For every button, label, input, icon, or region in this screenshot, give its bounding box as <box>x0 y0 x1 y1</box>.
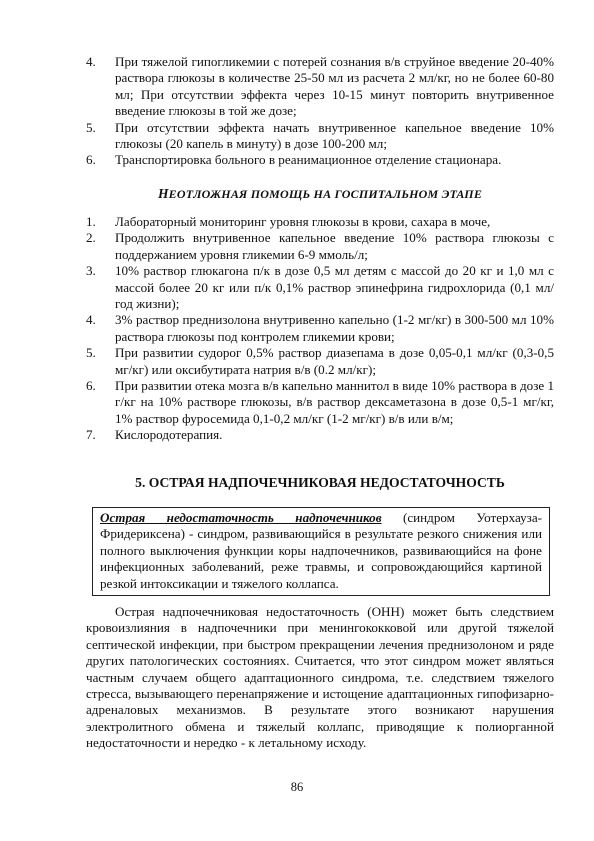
item-text: Транспортировка больного в реанимационное отделение стационара. <box>115 152 502 168</box>
item-number: 6. <box>86 378 96 394</box>
list-item <box>86 54 554 120</box>
item-text: При развитии отека мозга в/в капельно маннитол в виде 10% раствора в дозе 1 г/кг на 10% растворе глюкозы, в/в раствор дексаметазона в дозе 0,5-1 мг/кг, 1% раствор фуросемида 0,1-0,2 мл/кг (1-2 мг/кг) в/в или в/м; <box>115 378 554 426</box>
list-item <box>86 345 554 378</box>
item-number: 5. <box>86 119 96 135</box>
list-item <box>86 152 554 168</box>
page-number: 86 <box>290 780 304 794</box>
item-text: Лабораторный мониторинг уровня глюкозы в крови, сахара в моче, <box>115 214 491 229</box>
item-number: 6. <box>86 152 96 168</box>
item-text: Продолжить внутривенное капельное введение 10% раствора глюкозы с поддержанием уровня гликемии 6-9 ммоль/л; <box>115 230 554 262</box>
list-item <box>86 378 554 427</box>
item-text: Кислородотерапия. <box>115 427 223 443</box>
item-text: 3% раствор преднизолона внутривенно капельно (1-2 мг/кг) в 300-500 мл 10% раствора глюкозы под контролем гликемии крови; <box>115 312 554 344</box>
item-number: 4. <box>86 54 96 69</box>
list-item <box>86 230 554 263</box>
list-item <box>86 312 554 345</box>
item-number: 3. <box>86 263 96 279</box>
section-heading-rest: ЕОТЛОЖНАЯ ПОМОЩЬ НА ГОСПИТАЛЬНОМ ЭТАПЕ <box>168 187 483 201</box>
item-text: При отсутствии эффекта начать внутривенное капельное введение 10% глюкозы (20 капель в минуту) в дозе 100-200 мл; <box>115 119 554 152</box>
item-number: 4. <box>86 312 96 328</box>
emergency-steps-list <box>86 54 554 169</box>
section-heading-initial: Н <box>157 186 169 201</box>
item-text: При тяжелой гипогликемии с потерей сознания в/в струйное введение 20-40% раствора глюкозы в количестве 25-50 мл из расчета 2 мл/кг, но не более 60-80 мл; При отсутствии эффекта через 10-15 минут повторить внутривенное введение глюкозы в той же дозе; <box>115 54 554 119</box>
section-heading <box>86 186 554 202</box>
list-item <box>86 427 554 443</box>
item-number: 5. <box>86 345 96 361</box>
item-number: 7. <box>86 427 96 443</box>
body-paragraph: Острая надпочечниковая недостаточность (ОНН) может быть следствием кровоизлияния в надпочечники при менингококковой или другой тяжелой септической инфекции, при быстром прекращении лечения преднизолоном и ряде других патологических состояниях. Считается, что этот синдром может являться частным случаем общего адаптационного синдрома, т.е. следствием тяжелого стресса, вызывающего перенапряжение и истощение адаптационных гипофизарно-адреналовых механизмов. В результате этого возникают нарушения электролитного обмена и тяжелый коллапс, приводящие к полиорганной недостаточности и нередко - к летальному исходу. <box>86 604 554 751</box>
item-number: 2. <box>86 230 96 246</box>
list-item <box>86 214 554 230</box>
definition-box <box>92 507 550 596</box>
hospital-steps-list <box>86 214 554 444</box>
item-text: 10% раствор глюкагона п/к в дозе 0,5 мл детям с массой до 20 кг и 1,0 мл с массой более 20 кг или п/к 0,1% раствор эпинефрина гидрохлорида (0,1 мл/год жизни); <box>115 263 554 312</box>
definition-term: Острая недостаточность надпочечников <box>100 510 382 525</box>
list-item <box>86 120 554 153</box>
definition-body: (синдром Уотерхауза-Фридериксена) - синдром, развивающийся в результате резкого снижения или полного выключения функции коры надпочечников, развивающийся на фоне инфекционных заболеваний, реже травмы, и сопровождающийся картиной резкой интоксикации и тяжелого коллапса. <box>100 510 542 591</box>
chapter-title: 5. ОСТРАЯ НАДПОЧЕЧНИКОВАЯ НЕДОСТАТОЧНОСТЬ <box>135 475 505 490</box>
item-number: 1. <box>86 214 96 229</box>
list-item <box>86 263 554 312</box>
item-text: При развитии судорог 0,5% раствор диазепама в дозе 0,05-0,1 мл/кг (0,3-0,5 мг/кг) или оксибутирата натрия в/в (0.2 мл/кг); <box>115 345 554 377</box>
